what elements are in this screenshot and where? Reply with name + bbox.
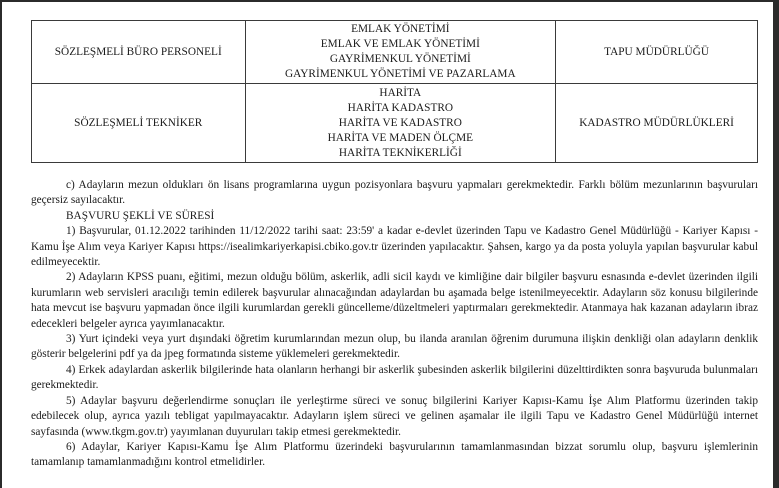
document-page	[2, 2, 773, 488]
programs-cell	[245, 84, 556, 163]
program-item: HARİTA	[379, 86, 422, 99]
program-item: HARİTA TEKNİKERLİĞİ	[338, 146, 462, 159]
program-item: HARİTA VE KADASTRO	[338, 116, 462, 129]
program-item: EMLAK YÖNETİMİ	[351, 23, 450, 35]
program-item: HARİTA KADASTRO	[347, 101, 454, 114]
announcement-body	[31, 178, 758, 471]
item-paragraph-5: 5) Adaylar başvuru değerlendirme sonuçları ile yerleştirme süreci ve sonuç bilgilerini Kariyer Kapısı-Kamu İşe Alım Platformu üzerinden takip edebilecek olup, ayrıca yazılı tebligat yapılmayacaktır. Adayların işlem süreci ve gelinen aşamalar ile ilgili Tapu ve Kadastro Genel Müdürlüğü internet sayfasında (www.tkgm.gov.tr) yayımlanan duyuruları takip etmesi gerekmektedir.	[31, 394, 758, 438]
item-paragraph-1: 1) Başvurular, 01.12.2022 tarihinden 11/12/2022 tarihi saat: 23:59' a kadar e-devlet üzerinden Tapu ve Kadastro Genel Müdürlüğü - Kariyer Kapısı - Kamu İşe Alım veya Kariyer Kapısı https://isealimkariyerkapisi.cbiko.gov.tr üzerinden yapılacaktır. Şahsen, kargo ya da posta yoluyla yapılan başvurular kabul edilmeyecektir.	[31, 225, 758, 269]
table-row	[32, 84, 758, 163]
position-cell: SÖZLEŞMELİ BÜRO PERSONELİ	[32, 21, 246, 84]
item-paragraph-3: 3) Yurt içindeki veya yurt dışındaki öğretim kurumlarından mezun olup, bu ilanda aranılan öğrenim durumuna ilişkin denkliği olan adayların denklik gösterir belgelerini pdf ya da jpeg formatında sisteme yüklemeleri gerekmektedir.	[31, 333, 758, 361]
item-paragraph-4: 4) Erkek adaylardan askerlik bilgilerinde hata olanların herhangi bir askerlik şubesinden askerlik bilgilerini düzelttirdikten sonra başvuruda bulunmaları gerekmektedir.	[31, 363, 758, 392]
item-paragraph-2: 2) Adayların KPSS puanı, eğitimi, mezun olduğu bölüm, askerlik, adli sicil kaydı ve kimliğine dair bilgiler başvuru esnasında e-devlet üzerinden ilgili kurumların web servisleri aracılığı temin edilerek başvurular alınacağından adaylardan bu aşamada belge istenilmeyecektir. Adayların söz konusu bilgilerinde hata mevcut ise başvuru yapmadan önce ilgili kurumlardan gerekli güncelleme/düzeltmeleri yaptırmaları gerekmektedir. Atanmaya hak kazanan adayların ibraz edecekleri belgeler ayrıca yayımlanacaktır.	[31, 271, 758, 330]
program-item: GAYRİMENKUL YÖNETİMİ	[329, 53, 471, 65]
positions-table	[31, 20, 758, 163]
table-row	[32, 21, 758, 84]
unit-cell: KADASTRO MÜDÜRLÜKLERİ	[556, 84, 758, 163]
note-c-paragraph: c) Adayların mezun oldukları ön lisans programlarına uygun pozisyonlara başvuru yapmaları gerekmektedir. Farklı bölüm mezunlarının başvuruları geçersiz sayılacaktır.	[31, 179, 758, 207]
section-heading: BAŞVURU ŞEKLİ VE SÜRESİ	[66, 209, 215, 222]
program-item: GAYRİMENKUL YÖNETİMİ VE PAZARLAMA	[284, 68, 516, 80]
position-cell: SÖZLEŞMELİ TEKNİKER	[32, 84, 246, 163]
program-item: HARİTA VE MADEN ÖLÇME	[327, 131, 474, 144]
item-paragraph-6: 6) Adaylar, Kariyer Kapısı-Kamu İşe Alım Platformu üzerindeki başvurularının tamamlanmasından bizzat sorumlu olup, başvuru işlemlerinin tamamlanıp tamamlanmadığını kontrol etmelidirler.	[31, 440, 758, 469]
program-item: EMLAK VE EMLAK YÖNETİMİ	[320, 38, 480, 50]
unit-cell: TAPU MÜDÜRLÜĞÜ	[556, 21, 758, 84]
programs-cell	[245, 21, 556, 84]
